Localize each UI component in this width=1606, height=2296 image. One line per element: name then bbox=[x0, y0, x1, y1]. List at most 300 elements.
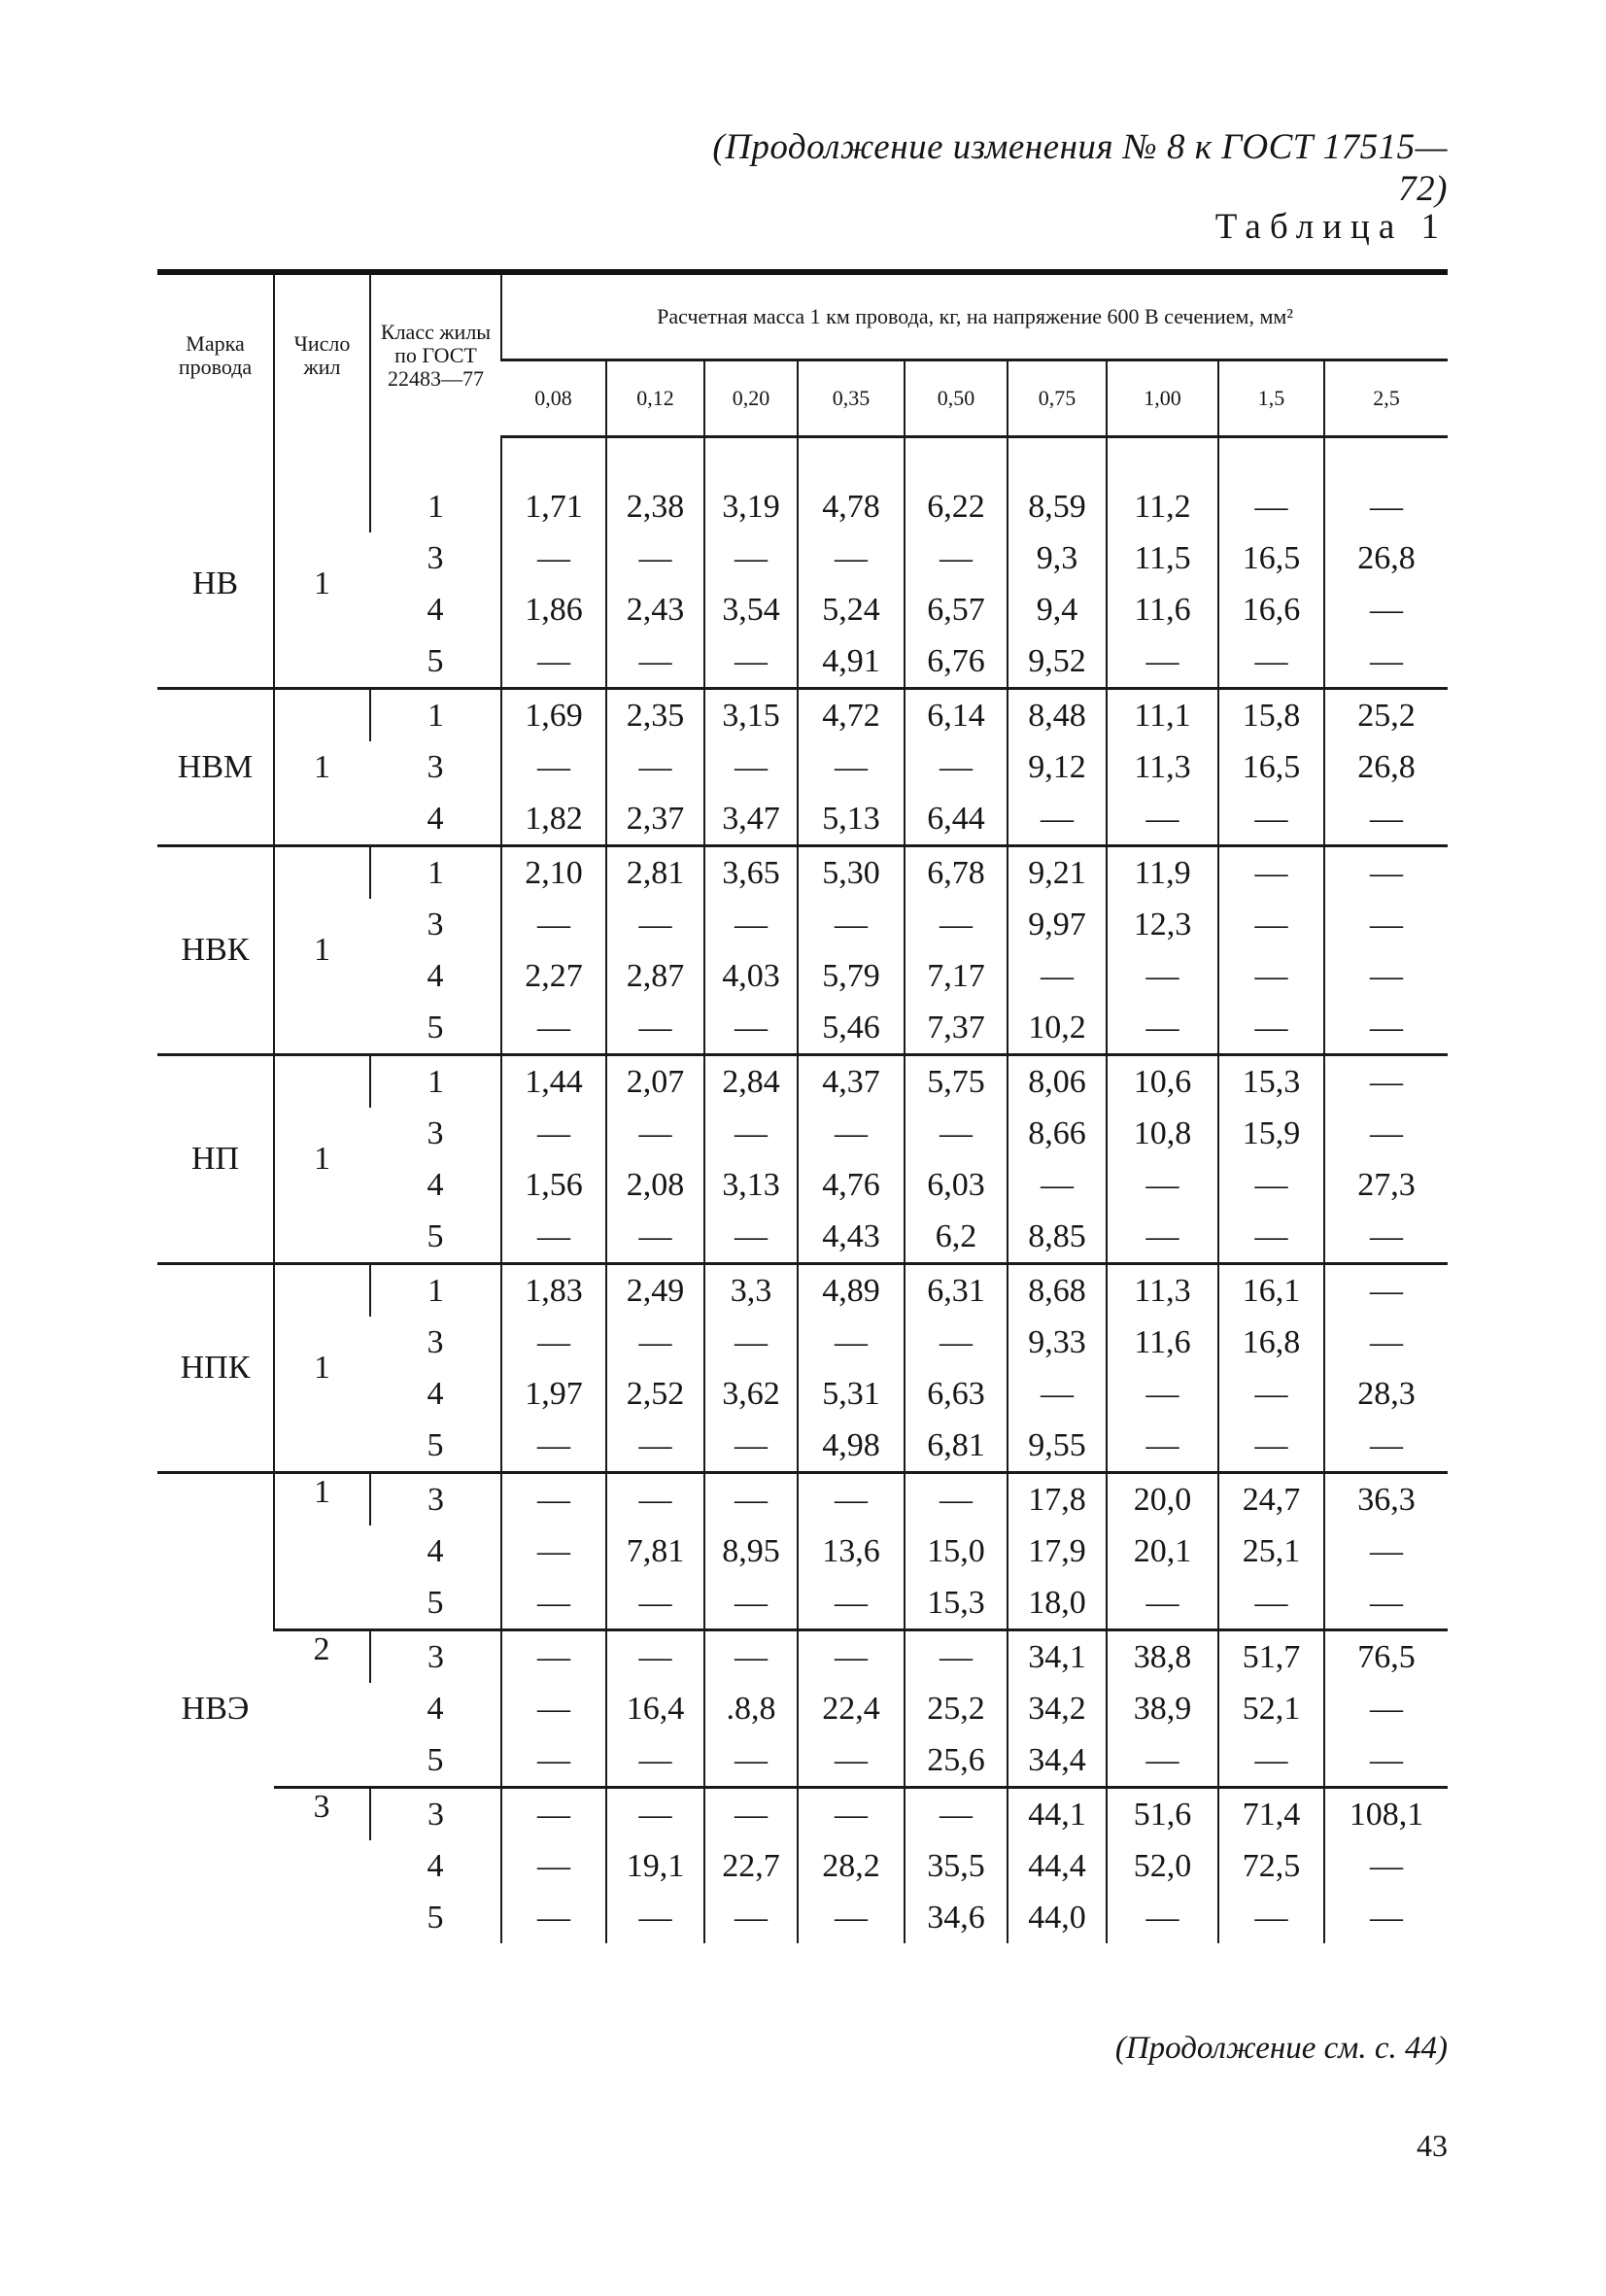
mass-value: 5,13 bbox=[798, 793, 905, 846]
mass-value: — bbox=[606, 635, 704, 689]
table-row bbox=[157, 1055, 1448, 1109]
mass-value: — bbox=[1107, 950, 1218, 1002]
mass-value: 6,57 bbox=[905, 584, 1008, 635]
core-class: 3 bbox=[427, 1114, 444, 1151]
table-row bbox=[157, 1264, 1448, 1318]
mass-value: — bbox=[798, 1473, 905, 1526]
mass-value: — bbox=[1324, 1525, 1448, 1577]
mass-value: — bbox=[798, 1577, 905, 1630]
spacer-cell bbox=[274, 437, 370, 482]
mass-value: 2,87 bbox=[606, 950, 704, 1002]
section-header: 0,50 bbox=[905, 360, 1008, 437]
spacer-cell bbox=[606, 437, 704, 482]
mass-value: — bbox=[501, 1630, 606, 1684]
mass-value: 5,31 bbox=[798, 1368, 905, 1420]
mass-value: 10,6 bbox=[1107, 1055, 1218, 1109]
mass-value: — bbox=[501, 1734, 606, 1788]
mass-value: — bbox=[704, 532, 798, 584]
wire-mark: НВМ bbox=[157, 689, 274, 846]
mass-value: 2,84 bbox=[704, 1055, 798, 1109]
mass-value: — bbox=[1008, 1368, 1107, 1420]
mass-value: 16,6 bbox=[1218, 584, 1324, 635]
mass-value: 38,8 bbox=[1107, 1630, 1218, 1684]
mass-value: 34,2 bbox=[1008, 1683, 1107, 1734]
mass-value: — bbox=[501, 1577, 606, 1630]
mass-value: 20,0 bbox=[1107, 1473, 1218, 1526]
mass-value: 5,30 bbox=[798, 846, 905, 900]
mass-value: 76,5 bbox=[1324, 1630, 1448, 1684]
mass-value: — bbox=[1107, 1368, 1218, 1420]
mass-value: 2,43 bbox=[606, 584, 704, 635]
core-class: 1 bbox=[370, 481, 501, 532]
wire-mark: НП bbox=[157, 1055, 274, 1264]
mass-value: 1,82 bbox=[501, 793, 606, 846]
mass-value: — bbox=[1218, 950, 1324, 1002]
mass-value: 15,3 bbox=[1218, 1055, 1324, 1109]
mass-value: 2,52 bbox=[606, 1368, 704, 1420]
mass-value: 2,38 bbox=[606, 481, 704, 532]
mass-value: 52,1 bbox=[1218, 1683, 1324, 1734]
mass-value: 4,03 bbox=[704, 950, 798, 1002]
core-count: 1 bbox=[274, 1473, 370, 1630]
mass-value: — bbox=[1218, 1368, 1324, 1420]
mass-value: 3,15 bbox=[704, 689, 798, 742]
mass-value: 16,4 bbox=[606, 1683, 704, 1734]
mass-value: 4,76 bbox=[798, 1159, 905, 1211]
wire-mark: НВК bbox=[157, 846, 274, 1055]
spacer-cell bbox=[501, 437, 606, 482]
mass-value: 8,95 bbox=[704, 1525, 798, 1577]
mass-value: 20,1 bbox=[1107, 1525, 1218, 1577]
mass-value: 16,5 bbox=[1218, 741, 1324, 793]
mass-value: 72,5 bbox=[1218, 1840, 1324, 1892]
core-class: 3 bbox=[427, 748, 444, 785]
mass-value: 17,8 bbox=[1008, 1473, 1107, 1526]
core-class: 1 bbox=[370, 1055, 501, 1109]
mass-value: — bbox=[1324, 1055, 1448, 1109]
mass-value: — bbox=[606, 1420, 704, 1473]
mass-value: — bbox=[606, 1734, 704, 1788]
mass-value: — bbox=[798, 532, 905, 584]
mass-value: 52,0 bbox=[1107, 1840, 1218, 1892]
mass-value: 11,3 bbox=[1107, 1264, 1218, 1318]
spacer-cell bbox=[1324, 437, 1448, 482]
mass-value: — bbox=[1008, 793, 1107, 846]
mass-value: — bbox=[501, 1420, 606, 1473]
mass-value: — bbox=[606, 741, 704, 793]
table-body bbox=[157, 437, 1448, 1944]
mass-value: 2,81 bbox=[606, 846, 704, 900]
core-class: 3 bbox=[370, 1630, 501, 1684]
section-header: 2,5 bbox=[1324, 360, 1448, 437]
mass-value: 22,7 bbox=[704, 1840, 798, 1892]
mass-value: — bbox=[798, 1892, 905, 1943]
mass-value: 28,2 bbox=[798, 1840, 905, 1892]
mass-value: 10,8 bbox=[1107, 1108, 1218, 1159]
mass-value: 9,33 bbox=[1008, 1317, 1107, 1368]
core-class: 4 bbox=[427, 1166, 444, 1203]
mass-value: — bbox=[606, 1788, 704, 1841]
mass-value: 25,1 bbox=[1218, 1525, 1324, 1577]
mass-value: 1,97 bbox=[501, 1368, 606, 1420]
core-class: 4 bbox=[427, 1375, 444, 1412]
mass-value: 6,03 bbox=[905, 1159, 1008, 1211]
mass-value: 8,48 bbox=[1008, 689, 1107, 742]
core-class: 3 bbox=[427, 906, 444, 942]
mass-value: — bbox=[1324, 1317, 1448, 1368]
mass-value: — bbox=[1324, 1683, 1448, 1734]
mass-value: 2,49 bbox=[606, 1264, 704, 1318]
mass-value: 3,65 bbox=[704, 846, 798, 900]
mass-value: — bbox=[704, 899, 798, 950]
mass-value: 9,12 bbox=[1008, 741, 1107, 793]
mass-value: 6,22 bbox=[905, 481, 1008, 532]
mass-value: 3,47 bbox=[704, 793, 798, 846]
mass-value: — bbox=[606, 1892, 704, 1943]
mass-value: — bbox=[1324, 1108, 1448, 1159]
mass-value: — bbox=[1218, 1734, 1324, 1788]
mass-value: 6,76 bbox=[905, 635, 1008, 689]
mass-value: 17,9 bbox=[1008, 1525, 1107, 1577]
mass-value: 51,7 bbox=[1218, 1630, 1324, 1684]
mass-value: 13,6 bbox=[798, 1525, 905, 1577]
mass-value: — bbox=[606, 1108, 704, 1159]
spacer-cell bbox=[704, 437, 798, 482]
mass-value: 8,85 bbox=[1008, 1211, 1107, 1264]
mass-value: 44,4 bbox=[1008, 1840, 1107, 1892]
mass-value: 1,56 bbox=[501, 1159, 606, 1211]
mass-value: — bbox=[1107, 1577, 1218, 1630]
mass-value: — bbox=[1324, 1211, 1448, 1264]
spacer-row bbox=[157, 437, 1448, 482]
mass-value: 6,78 bbox=[905, 846, 1008, 900]
mass-value: 11,6 bbox=[1107, 584, 1218, 635]
mass-value: — bbox=[606, 532, 704, 584]
wire-mark: НВ bbox=[191, 565, 239, 601]
core-count: 1 bbox=[274, 481, 370, 689]
mass-value: 11,5 bbox=[1107, 532, 1218, 584]
mass-value: 25,2 bbox=[1324, 689, 1448, 742]
core-class: 4 bbox=[427, 800, 444, 837]
mass-value: — bbox=[1324, 1734, 1448, 1788]
mass-value: — bbox=[798, 1630, 905, 1684]
mass-value: — bbox=[606, 1577, 704, 1630]
core-class: 4 bbox=[427, 591, 444, 628]
core-class: 4 bbox=[427, 1847, 444, 1884]
core-class: 5 bbox=[427, 1584, 444, 1621]
mass-value: — bbox=[1218, 1159, 1324, 1211]
mass-value: 27,3 bbox=[1324, 1159, 1448, 1211]
continuation-footer: (Продолжение см. с. 44) bbox=[1114, 2031, 1448, 2066]
mass-value: — bbox=[704, 1630, 798, 1684]
mass-value: — bbox=[1107, 793, 1218, 846]
mass-value: 8,06 bbox=[1008, 1055, 1107, 1109]
mass-value: — bbox=[905, 532, 1008, 584]
mass-value: — bbox=[704, 1577, 798, 1630]
core-class: 4 bbox=[427, 957, 444, 994]
mass-value: — bbox=[501, 1525, 606, 1577]
mass-value: — bbox=[798, 1734, 905, 1788]
mass-value: — bbox=[1324, 1264, 1448, 1318]
mass-value: — bbox=[501, 1788, 606, 1841]
mass-value: 11,6 bbox=[1107, 1317, 1218, 1368]
col-header-mark: Марка провода bbox=[157, 272, 274, 437]
mass-value: — bbox=[1218, 1420, 1324, 1473]
core-class: 5 bbox=[427, 1217, 444, 1254]
mass-value: — bbox=[501, 899, 606, 950]
mass-value: 19,1 bbox=[606, 1840, 704, 1892]
mass-value: — bbox=[1324, 584, 1448, 635]
mass-value: — bbox=[704, 741, 798, 793]
mass-value: 4,37 bbox=[798, 1055, 905, 1109]
mass-value: — bbox=[606, 1630, 704, 1684]
mass-value: 6,2 bbox=[905, 1211, 1008, 1264]
mass-value: 3,62 bbox=[704, 1368, 798, 1420]
mass-value: 6,44 bbox=[905, 793, 1008, 846]
mass-value: 3,13 bbox=[704, 1159, 798, 1211]
spacer-cell bbox=[370, 437, 501, 482]
spacer-cell bbox=[798, 437, 905, 482]
page-number: 43 bbox=[1417, 2128, 1448, 2163]
mass-value: — bbox=[501, 1108, 606, 1159]
mass-value: 16,5 bbox=[1218, 532, 1324, 584]
mass-value: — bbox=[798, 1108, 905, 1159]
mass-value: 1,69 bbox=[501, 689, 606, 742]
mass-value: 2,35 bbox=[606, 689, 704, 742]
mass-value: 4,78 bbox=[798, 481, 905, 532]
core-class: 5 bbox=[427, 1741, 444, 1778]
col-header-class: Класс жилы по ГОСТ 22483—77 bbox=[370, 272, 501, 437]
section-header: 0,08 bbox=[501, 360, 606, 437]
mass-value: — bbox=[905, 1108, 1008, 1159]
mass-value: 5,75 bbox=[905, 1055, 1008, 1109]
core-class: 1 bbox=[370, 1264, 501, 1318]
mass-value: 5,79 bbox=[798, 950, 905, 1002]
mass-value: — bbox=[606, 1211, 704, 1264]
mass-value: 22,4 bbox=[798, 1683, 905, 1734]
mass-table bbox=[157, 269, 1448, 1943]
mass-value: 12,3 bbox=[1107, 899, 1218, 950]
mass-value: 11,9 bbox=[1107, 846, 1218, 900]
mass-value: 2,37 bbox=[606, 793, 704, 846]
mass-value: — bbox=[905, 899, 1008, 950]
mass-value: — bbox=[606, 1002, 704, 1055]
mass-value: 15,9 bbox=[1218, 1108, 1324, 1159]
mass-value: 3,54 bbox=[704, 584, 798, 635]
mass-value: 11,2 bbox=[1107, 481, 1218, 532]
core-class: 5 bbox=[427, 1899, 444, 1936]
col-header-cores: Число жил bbox=[274, 272, 370, 437]
mass-value: 35,5 bbox=[905, 1840, 1008, 1892]
mass-value: — bbox=[1008, 950, 1107, 1002]
mass-value: — bbox=[798, 1317, 905, 1368]
wire-mark: НВЭ bbox=[157, 1473, 274, 1944]
core-class: 1 bbox=[370, 846, 501, 900]
mass-value: 34,6 bbox=[905, 1892, 1008, 1943]
mass-value: — bbox=[1107, 1159, 1218, 1211]
mass-value: — bbox=[1218, 1002, 1324, 1055]
table-row bbox=[157, 1788, 1448, 1841]
mass-value: 4,91 bbox=[798, 635, 905, 689]
mass-value: 5,46 bbox=[798, 1002, 905, 1055]
mass-value: 6,14 bbox=[905, 689, 1008, 742]
mass-value: 7,81 bbox=[606, 1525, 704, 1577]
mass-value: — bbox=[1324, 899, 1448, 950]
core-class: 5 bbox=[427, 642, 444, 679]
mass-value: 9,97 bbox=[1008, 899, 1107, 950]
mass-value: 8,68 bbox=[1008, 1264, 1107, 1318]
mass-value: 26,8 bbox=[1324, 741, 1448, 793]
mass-value: 6,81 bbox=[905, 1420, 1008, 1473]
mass-value: 15,8 bbox=[1218, 689, 1324, 742]
mass-value: 5,24 bbox=[798, 584, 905, 635]
mass-value: — bbox=[905, 741, 1008, 793]
spacer-cell bbox=[1107, 437, 1218, 482]
spacer-cell bbox=[905, 437, 1008, 482]
mass-value: 34,4 bbox=[1008, 1734, 1107, 1788]
mass-value: 8,59 bbox=[1008, 481, 1107, 532]
mass-value: — bbox=[1324, 1420, 1448, 1473]
core-count: 1 bbox=[274, 1055, 370, 1264]
mass-value: — bbox=[1218, 899, 1324, 950]
mass-value: 38,9 bbox=[1107, 1683, 1218, 1734]
mass-value: — bbox=[1107, 1420, 1218, 1473]
mass-value: 51,6 bbox=[1107, 1788, 1218, 1841]
mass-value: — bbox=[704, 635, 798, 689]
section-header: 1,00 bbox=[1107, 360, 1218, 437]
core-class: 3 bbox=[427, 539, 444, 576]
mass-value: 6,63 bbox=[905, 1368, 1008, 1420]
section-header: 0,20 bbox=[704, 360, 798, 437]
mass-value: — bbox=[501, 1840, 606, 1892]
core-count: 1 bbox=[274, 689, 370, 846]
mass-value: .8,8 bbox=[704, 1683, 798, 1734]
mass-value: — bbox=[1218, 1892, 1324, 1943]
mass-value: 1,44 bbox=[501, 1055, 606, 1109]
mass-value: 4,89 bbox=[798, 1264, 905, 1318]
mass-value: 16,1 bbox=[1218, 1264, 1324, 1318]
section-header: 1,5 bbox=[1218, 360, 1324, 437]
mass-value: 3,19 bbox=[704, 481, 798, 532]
mass-value: 9,21 bbox=[1008, 846, 1107, 900]
spacer-cell bbox=[1008, 437, 1107, 482]
mass-value: — bbox=[501, 1002, 606, 1055]
table-title: Таблица 1 bbox=[1214, 207, 1448, 247]
mass-value: — bbox=[905, 1317, 1008, 1368]
mass-value: — bbox=[1324, 1577, 1448, 1630]
core-count: 1 bbox=[274, 846, 370, 1055]
mass-value: 15,0 bbox=[905, 1525, 1008, 1577]
table-row bbox=[157, 1473, 1448, 1526]
section-header: 0,12 bbox=[606, 360, 704, 437]
mass-value: 4,72 bbox=[798, 689, 905, 742]
mass-value: 15,3 bbox=[905, 1577, 1008, 1630]
core-class: 3 bbox=[370, 1473, 501, 1526]
mass-value: 44,0 bbox=[1008, 1892, 1107, 1943]
mass-value: 44,1 bbox=[1008, 1788, 1107, 1841]
core-class: 4 bbox=[427, 1532, 444, 1569]
mass-value: — bbox=[905, 1473, 1008, 1526]
mass-value: — bbox=[1107, 1211, 1218, 1264]
core-class: 4 bbox=[427, 1690, 444, 1727]
mass-value: — bbox=[606, 899, 704, 950]
mass-value: — bbox=[1008, 1159, 1107, 1211]
mass-value: 9,3 bbox=[1008, 532, 1107, 584]
mass-value: 71,4 bbox=[1218, 1788, 1324, 1841]
core-count: 2 bbox=[274, 1630, 370, 1788]
mass-value: — bbox=[1324, 1892, 1448, 1943]
section-header: 0,35 bbox=[798, 360, 905, 437]
mass-value: 1,83 bbox=[501, 1264, 606, 1318]
core-class: 1 bbox=[370, 689, 501, 742]
table-row bbox=[157, 689, 1448, 742]
table-row bbox=[157, 846, 1448, 900]
mass-value: — bbox=[501, 1317, 606, 1368]
mass-value: — bbox=[501, 635, 606, 689]
mass-value: — bbox=[606, 1473, 704, 1526]
core-count: 3 bbox=[274, 1788, 370, 1944]
mass-value: — bbox=[1107, 1734, 1218, 1788]
core-class: 5 bbox=[427, 1426, 444, 1463]
mass-value: 36,3 bbox=[1324, 1473, 1448, 1526]
core-count: 1 bbox=[274, 1264, 370, 1473]
mass-value: 4,43 bbox=[798, 1211, 905, 1264]
mass-value: — bbox=[501, 1211, 606, 1264]
mass-value: 11,3 bbox=[1107, 741, 1218, 793]
mass-value: 7,37 bbox=[905, 1002, 1008, 1055]
mass-value: — bbox=[1324, 635, 1448, 689]
mass-value: — bbox=[501, 741, 606, 793]
mass-value: — bbox=[905, 1788, 1008, 1841]
col-header-mass: Расчетная масса 1 км провода, кг, на напряжение 600 В сечением, мм² bbox=[501, 272, 1448, 360]
mass-value: 10,2 bbox=[1008, 1002, 1107, 1055]
mass-value: 2,10 bbox=[501, 846, 606, 900]
mass-value: 8,66 bbox=[1008, 1108, 1107, 1159]
mass-value: 3,3 bbox=[704, 1264, 798, 1318]
mass-value: — bbox=[704, 1892, 798, 1943]
mass-value: 25,6 bbox=[905, 1734, 1008, 1788]
mass-value: — bbox=[1324, 846, 1448, 900]
mass-value: — bbox=[798, 899, 905, 950]
mass-value: 28,3 bbox=[1324, 1368, 1448, 1420]
mass-value: — bbox=[704, 1002, 798, 1055]
mass-value: — bbox=[1218, 793, 1324, 846]
mass-value: 2,08 bbox=[606, 1159, 704, 1211]
mass-value: — bbox=[798, 1788, 905, 1841]
mass-value: 9,4 bbox=[1008, 584, 1107, 635]
mass-value: 26,8 bbox=[1324, 532, 1448, 584]
mass-value: 11,1 bbox=[1107, 689, 1218, 742]
mass-value: — bbox=[1218, 1211, 1324, 1264]
table-row bbox=[157, 1630, 1448, 1684]
mass-value: 1,86 bbox=[501, 584, 606, 635]
mass-value: — bbox=[501, 1892, 606, 1943]
mass-value: — bbox=[1324, 950, 1448, 1002]
continuation-header: (Продолжение изменения № 8 к ГОСТ 17515—72) bbox=[712, 127, 1448, 209]
mass-value: — bbox=[1324, 793, 1448, 846]
mass-value: — bbox=[704, 1317, 798, 1368]
mass-value: 7,17 bbox=[905, 950, 1008, 1002]
mass-value: 25,2 bbox=[905, 1683, 1008, 1734]
mass-value: 16,8 bbox=[1218, 1317, 1324, 1368]
mass-value: 4,98 bbox=[798, 1420, 905, 1473]
section-header: 0,75 bbox=[1008, 360, 1107, 437]
mass-value: — bbox=[1107, 635, 1218, 689]
mass-value: — bbox=[704, 1473, 798, 1526]
mass-value: 6,31 bbox=[905, 1264, 1008, 1318]
mass-value: — bbox=[1324, 1840, 1448, 1892]
table-row bbox=[157, 481, 1448, 532]
